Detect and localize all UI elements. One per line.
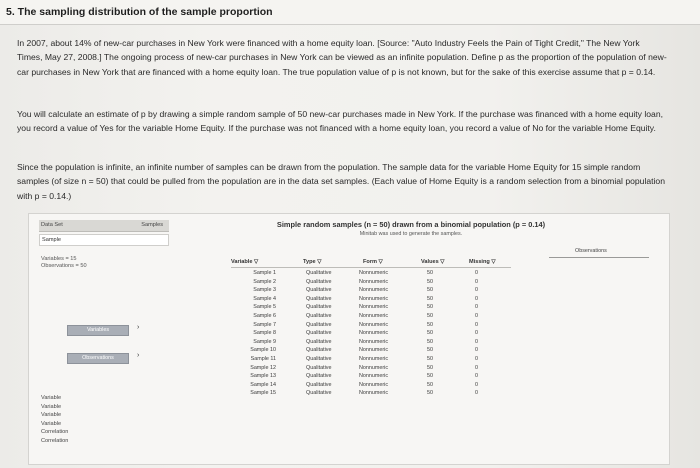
instructions-paragraph: You will calculate an estimate of p by drawing a simple random sample of 50 new-car purchases made in New York. If the purchase was financed with a home equity loan, you record a value of Yes for the variable Home Equity. If the purchase was not financed with a home equity loan, you record a value of No for the variable Home Equity. (17, 109, 663, 134)
samples-paragraph: Since the population is infinite, an infinite number of samples can be drawn from the population. The sample data for the variable Home Equity for 15 simple random samples (of size n = 50) that could be pulled from the population are in the data set samples. (Each value of Home Equity is a random selection from a binomial population with p = 0.14.) (17, 162, 665, 201)
dataset-select[interactable] (39, 234, 169, 246)
sheet-subtitle: Minitab was used to generate the samples. (359, 231, 463, 237)
menu-item-correlation[interactable]: Correlation (41, 437, 69, 444)
dataset-tab-bar (39, 220, 169, 232)
section-header (0, 0, 700, 25)
chevron-right-icon: › (137, 352, 140, 359)
table-row[interactable]: Sample 5 Qualitative Nonnumeric 50 0 (253, 304, 478, 311)
dataset-sidebar (39, 220, 169, 460)
tab-data-set[interactable]: Data Set (41, 222, 63, 228)
table-row[interactable]: Sample 3 Qualitative Nonnumeric 50 0 (253, 287, 478, 294)
table-row[interactable]: Sample 12 Qualitative Nonnumeric 50 0 (250, 364, 478, 371)
table-row[interactable]: Sample 10 Qualitative Nonnumeric 50 0 (250, 347, 478, 354)
page-title: 5. The sampling distribution of the sample proportion (6, 6, 273, 18)
menu-item-correlation[interactable]: Correlation (41, 429, 69, 436)
analysis-menu (41, 395, 111, 447)
header-divider (549, 257, 649, 258)
menu-item-variable[interactable]: Variable (41, 420, 62, 427)
intro-paragraph: In 2007, about 14% of new-car purchases in New York were financed with a home equity loan. [Source: "Auto Industry Feels the Pain of Tight Credit," The New York Times, May 27, 2008.] The ongoing process of new-car purchases in New York can be viewed as an infinite population. Define p as the proportion of the population of new-car purchases in New York that are financed with a home equity loan. The true population value of p is not known, but for the sake of this exercise assume that p = 0.14. (17, 38, 667, 77)
variables-button[interactable]: Variables (67, 325, 129, 336)
menu-item-variable[interactable]: Variable (41, 403, 62, 410)
table-row[interactable]: Sample 2 Qualitative Nonnumeric 50 0 (253, 278, 478, 285)
observations-header: Observations (575, 248, 607, 254)
menu-item-variable[interactable]: Variable (41, 395, 62, 401)
observations-button[interactable]: Observations (67, 353, 129, 364)
sheet-title: Simple random samples (n = 50) drawn from a binomial population (p = 0.14) (276, 220, 546, 229)
table-row[interactable]: Sample 4 Qualitative Nonnumeric 50 0 (253, 295, 478, 302)
samples-table (171, 269, 651, 398)
tab-samples[interactable]: Samples (141, 222, 163, 228)
table-row[interactable]: Sample 11 Qualitative Nonnumeric 50 0 (250, 355, 478, 362)
menu-item-variable[interactable]: Variable (41, 412, 62, 419)
variables-count: Variables = 15 (41, 256, 77, 262)
table-row[interactable]: Sample 15 Qualitative Nonnumeric 50 0 (250, 390, 478, 397)
table-row[interactable]: Sample 8 Qualitative Nonnumeric 50 0 (253, 330, 478, 337)
column-header-type[interactable]: Type ▽ (303, 259, 322, 265)
observations-count: Observations = 50 (41, 263, 87, 269)
chevron-right-icon: › (137, 324, 140, 331)
samples-sheet (171, 220, 661, 460)
dataset-select-value: Sample (42, 237, 61, 243)
column-header-variable[interactable]: Variable ▽ (231, 259, 259, 265)
data-set-panel (28, 213, 670, 465)
column-header-missing[interactable]: Missing ▽ (469, 259, 496, 265)
column-header-values[interactable]: Values ▽ (421, 259, 445, 265)
header-divider (231, 267, 511, 268)
table-row[interactable]: Sample 1 Qualitative Nonnumeric 50 0 (253, 270, 478, 276)
table-row[interactable]: Sample 6 Qualitative Nonnumeric 50 0 (253, 312, 478, 319)
table-row[interactable]: Sample 9 Qualitative Nonnumeric 50 0 (253, 338, 478, 345)
table-row[interactable]: Sample 14 Qualitative Nonnumeric 50 0 (250, 381, 478, 388)
table-row[interactable]: Sample 7 Qualitative Nonnumeric 50 0 (253, 321, 478, 328)
column-header-form[interactable]: Form ▽ (363, 259, 383, 265)
table-row[interactable]: Sample 13 Qualitative Nonnumeric 50 0 (250, 373, 478, 380)
